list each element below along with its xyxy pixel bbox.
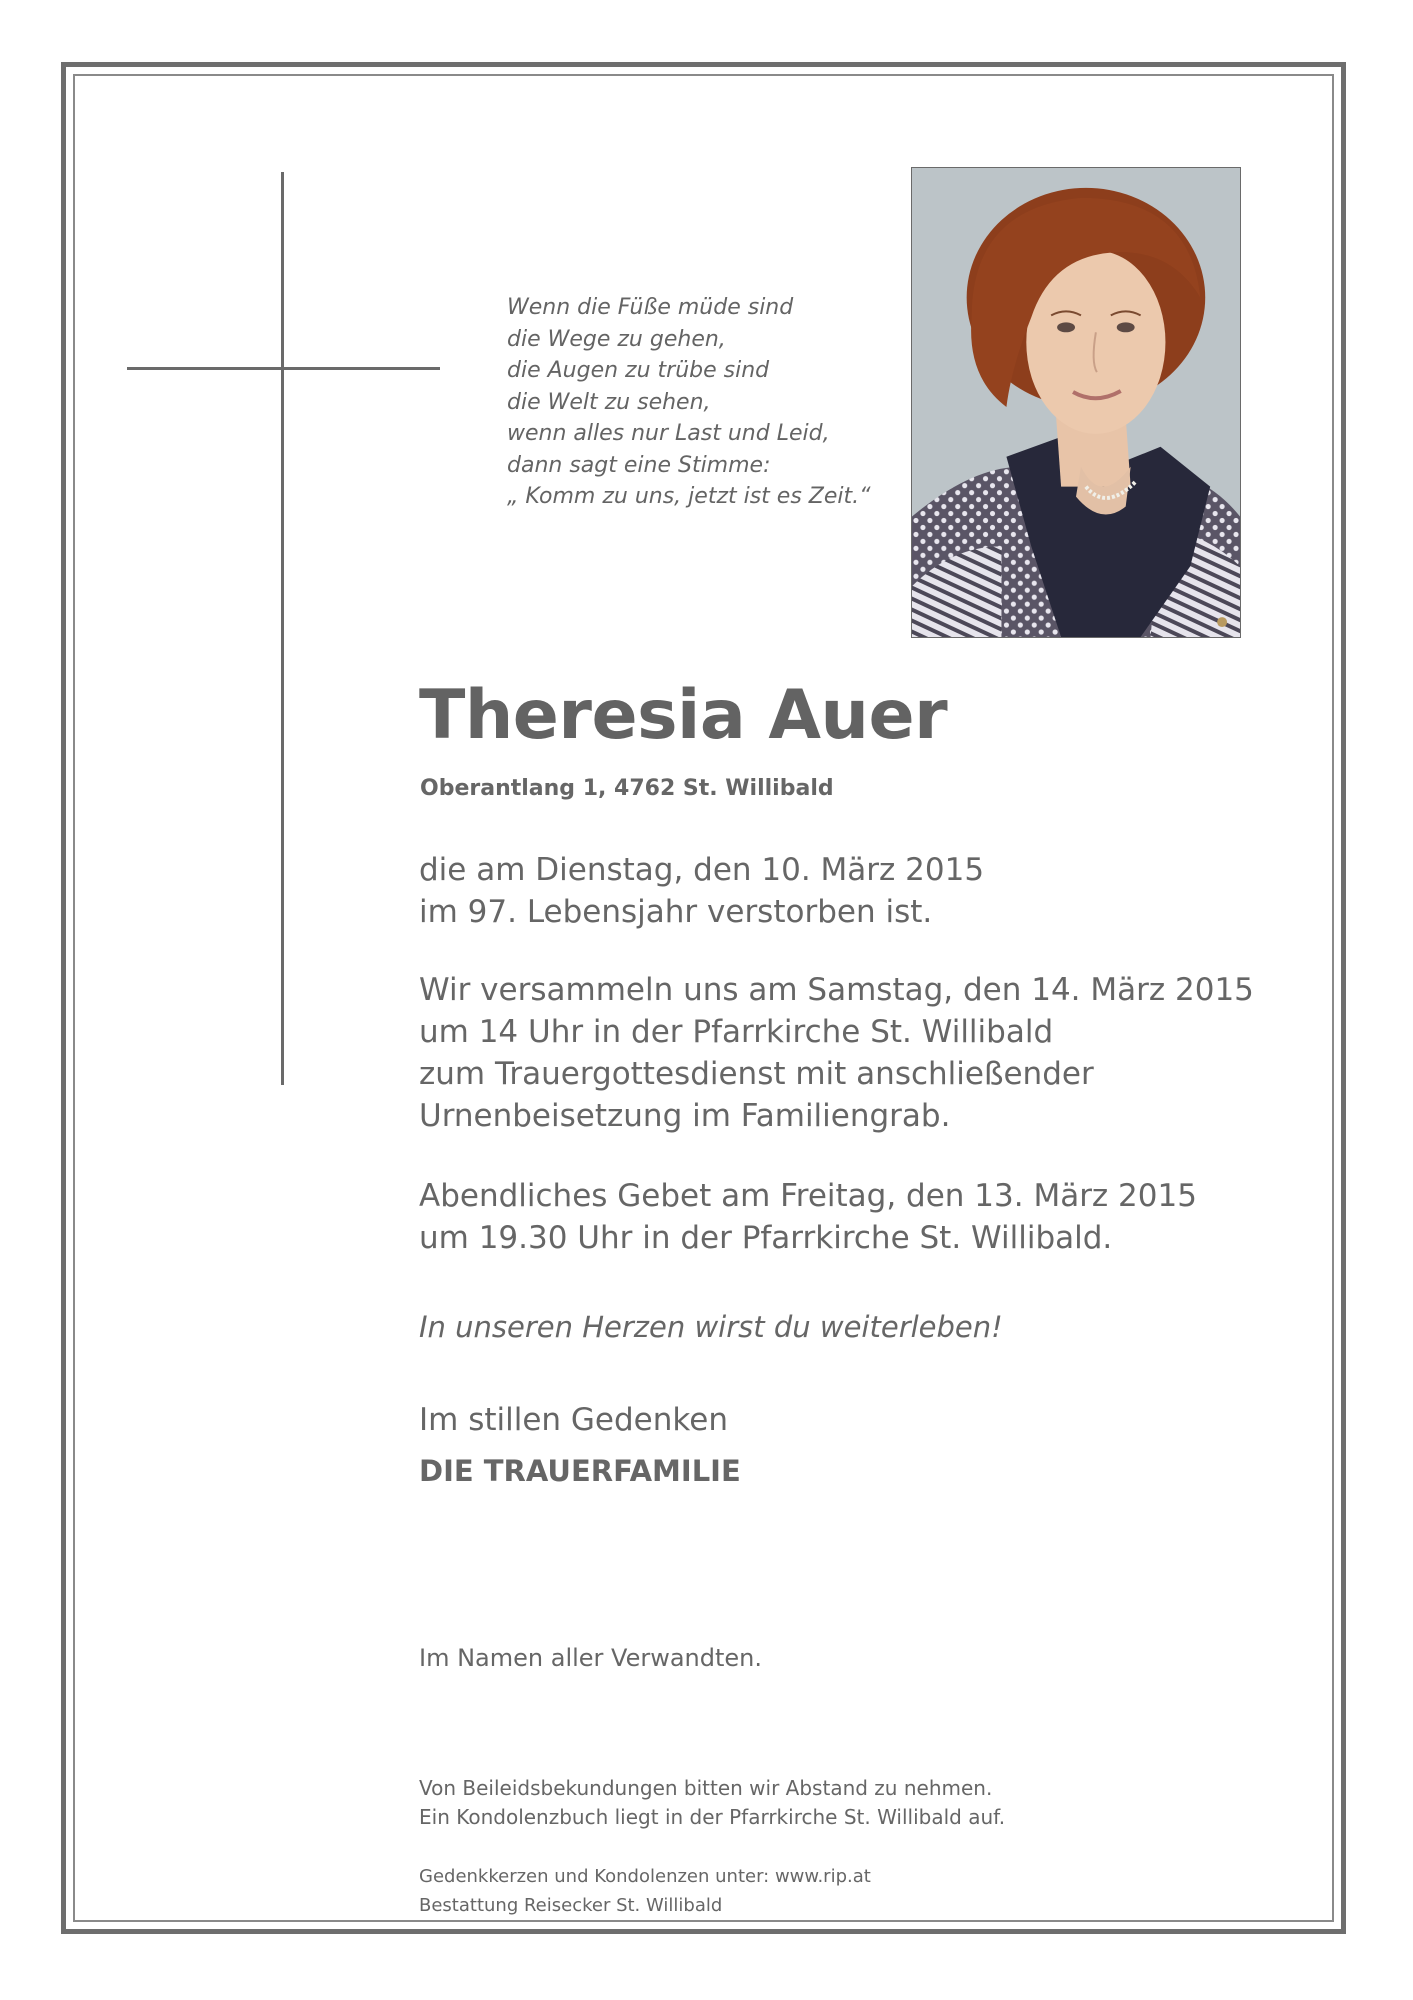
poem-line: die Wege zu gehen, <box>507 326 726 352</box>
poem-line: „ Komm zu uns, jetzt ist es Zeit.“ <box>507 484 871 509</box>
poem-line: die Welt zu sehen, <box>507 389 711 415</box>
portrait-photo <box>911 167 1241 638</box>
notice-line: Von Beileidsbekundungen bitten wir Abstand zu nehmen. <box>419 1776 993 1800</box>
footer-line: Bestattung Reisecker St. Willibald <box>419 1895 723 1916</box>
prayer-details <box>419 1175 1197 1259</box>
poem-line: wenn alles nur Last und Leid, <box>507 421 830 446</box>
deceased-name: Theresia Auer <box>419 676 948 755</box>
death-line: die am Dienstag, den 10. März 2015 <box>419 852 985 888</box>
cross-vertical-bar <box>281 172 284 1085</box>
deceased-address: Oberantlang 1, 4762 St. Willibald <box>420 776 834 801</box>
family-signature: DIE TRAUERFAMILIE <box>419 1454 741 1488</box>
death-line: im 97. Lebensjahr verstorben ist. <box>419 894 933 930</box>
remembrance-line: Im stillen Gedenken <box>419 1402 728 1438</box>
funeral-line: um 14 Uhr in der Pfarrkirche St. Willibald <box>419 1014 1054 1050</box>
footer-line: Gedenkkerzen und Kondolenzen unter: www.rip.at <box>419 1866 871 1887</box>
relatives-line: Im Namen aller Verwandten. <box>419 1644 763 1672</box>
poem-line: die Augen zu trübe sind <box>507 358 770 383</box>
notice-line: Ein Kondolenzbuch liegt in der Pfarrkirche St. Willibald auf. <box>419 1805 1006 1829</box>
closing-line: In unseren Herzen wirst du weiterleben! <box>419 1310 1003 1344</box>
funeral-line: zum Trauergottesdienst mit anschließender <box>419 1056 1094 1092</box>
prayer-line: Abendliches Gebet am Freitag, den 13. März 2015 <box>419 1178 1197 1214</box>
poem <box>507 292 871 513</box>
death-announcement <box>419 849 984 933</box>
funeral-details <box>419 969 1254 1137</box>
footer <box>419 1862 871 1920</box>
cross-horizontal-bar <box>127 367 440 370</box>
prayer-line: um 19.30 Uhr in der Pfarrkirche St. Willibald. <box>419 1220 1113 1256</box>
poem-line: dann sagt eine Stimme: <box>507 452 771 478</box>
funeral-line: Wir versammeln uns am Samstag, den 14. März 2015 <box>419 972 1254 1008</box>
condolence-notice <box>419 1774 1005 1832</box>
poem-line: Wenn die Füße müde sind <box>507 295 794 320</box>
funeral-line: Urnenbeisetzung im Familiengrab. <box>419 1098 951 1134</box>
